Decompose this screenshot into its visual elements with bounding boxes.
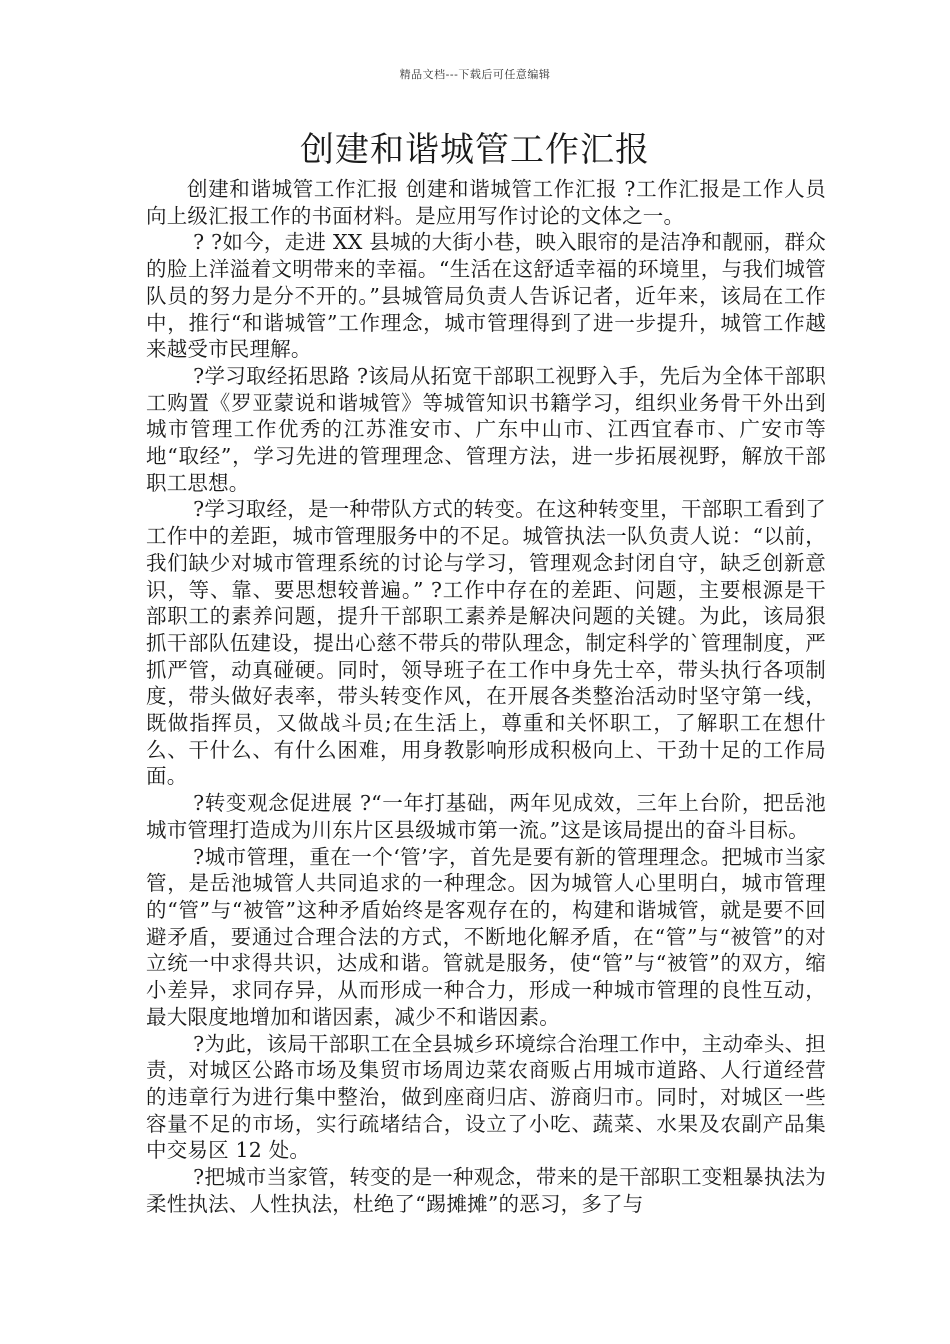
paragraph: ? ?如今，走进 XX 县城的大街小巷，映入眼帘的是洁净和靓丽，群众的脸上洋溢着文明带来的幸福。“生活在这舒适幸福的环境里，与我们城管队员的努力是分不开的。”县城管局负责人告诉记者，近年来，该局在工作中，推行“和谐城管”工作理念，城市管理得到了进一步提升，城管工作越来越受市民理解。 bbox=[146, 230, 826, 362]
paragraph: ?为此，该局干部职工在全县城乡环境综合治理工作中，主动牵头、担责，对城区公路市场及集贸市场周边菜农商贩占用城市道路、人行道经营的违章行为进行集中整治，做到座商归店、游商归市。同时，对城区一些容量不足的市场，实行疏堵结合，设立了小吃、蔬菜、水果及农副产品集中交易区 12 处。 bbox=[146, 1031, 826, 1163]
paragraph: ?学习取经，是一种带队方式的转变。在这种转变里，干部职工看到了工作中的差距，城市管理服务中的不足。城管执法一队负责人说：“以前，我们缺少对城市管理系统的讨论与学习，管理观念封闭自守，缺乏创新意识，等、靠、要思想较普遍。” ?工作中存在的差距、问题，主要根源是干部职工的素养问题，提升干部职工素养是解决问题的关键。为此，该局狠抓干部队伍建设，提出心慈不带兵的带队理念，制定科学的`管理制度，严抓严管，动真碰硬。同时，领导班子在工作中身先士卒，带头执行各项制度，带头做好表率，带头转变作风，在开展各类整治活动时坚守第一线，既做指挥员，又做战斗员;在生活上，尊重和关怀职工，了解职工在想什么、干什么、有什么困难，用身教影响形成积极向上、干劲十足的工作局面。 bbox=[146, 497, 826, 789]
header-note: 精品文档---下载后可任意编辑 bbox=[399, 68, 551, 81]
paragraph: ?学习取经拓思路 ?该局从拓宽干部职工视野入手，先后为全体干部职工购置《罗亚蒙说和谐城管》等城管知识书籍学习，组织业务骨干外出到城市管理工作优秀的江苏淮安市、广东中山市、江西宜春市、广安市等地“取经”，学习先进的管理理念、管理方法，进一步拓展视野，解放干部职工思想。 bbox=[146, 363, 826, 495]
document-title: 创建和谐城管工作汇报 bbox=[300, 130, 650, 170]
paragraph: 创建和谐城管工作汇报 创建和谐城管工作汇报 ?工作汇报是工作人员向上级汇报工作的书面材料。是应用写作讨论的文体之一。 bbox=[146, 177, 826, 228]
paragraph: ?把城市当家管，转变的是一种观念，带来的是干部职工变粗暴执法为柔性执法、人性执法，杜绝了“踢摊摊”的恶习，多了与 bbox=[146, 1165, 826, 1216]
paragraph: ?转变观念促进展 ?“一年打基础，两年见成效，三年上台阶，把岳池城市管理打造成为川东片区县级城市第一流。”这是该局提出的奋斗目标。 bbox=[146, 791, 826, 842]
document-body bbox=[146, 176, 826, 1217]
paragraph: ?城市管理，重在一个‘管’字，首先是要有新的管理理念。把城市当家管，是岳池城管人共同追求的一种理念。因为城管人心里明白，城市管理的“管”与“被管”这种矛盾始终是客观存在的，构建和谐城管，就是要不回避矛盾，要通过合理合法的方式，不断地化解矛盾，在“管”与“被管”的对立统一中求得共识，达成和谐。管就是服务，使“管”与“被管”的双方，缩小差异，求同存异，从而形成一种合力，形成一种城市管理的良性互动，最大限度地增加和谐因素，减少不和谐因素。 bbox=[146, 844, 826, 1029]
